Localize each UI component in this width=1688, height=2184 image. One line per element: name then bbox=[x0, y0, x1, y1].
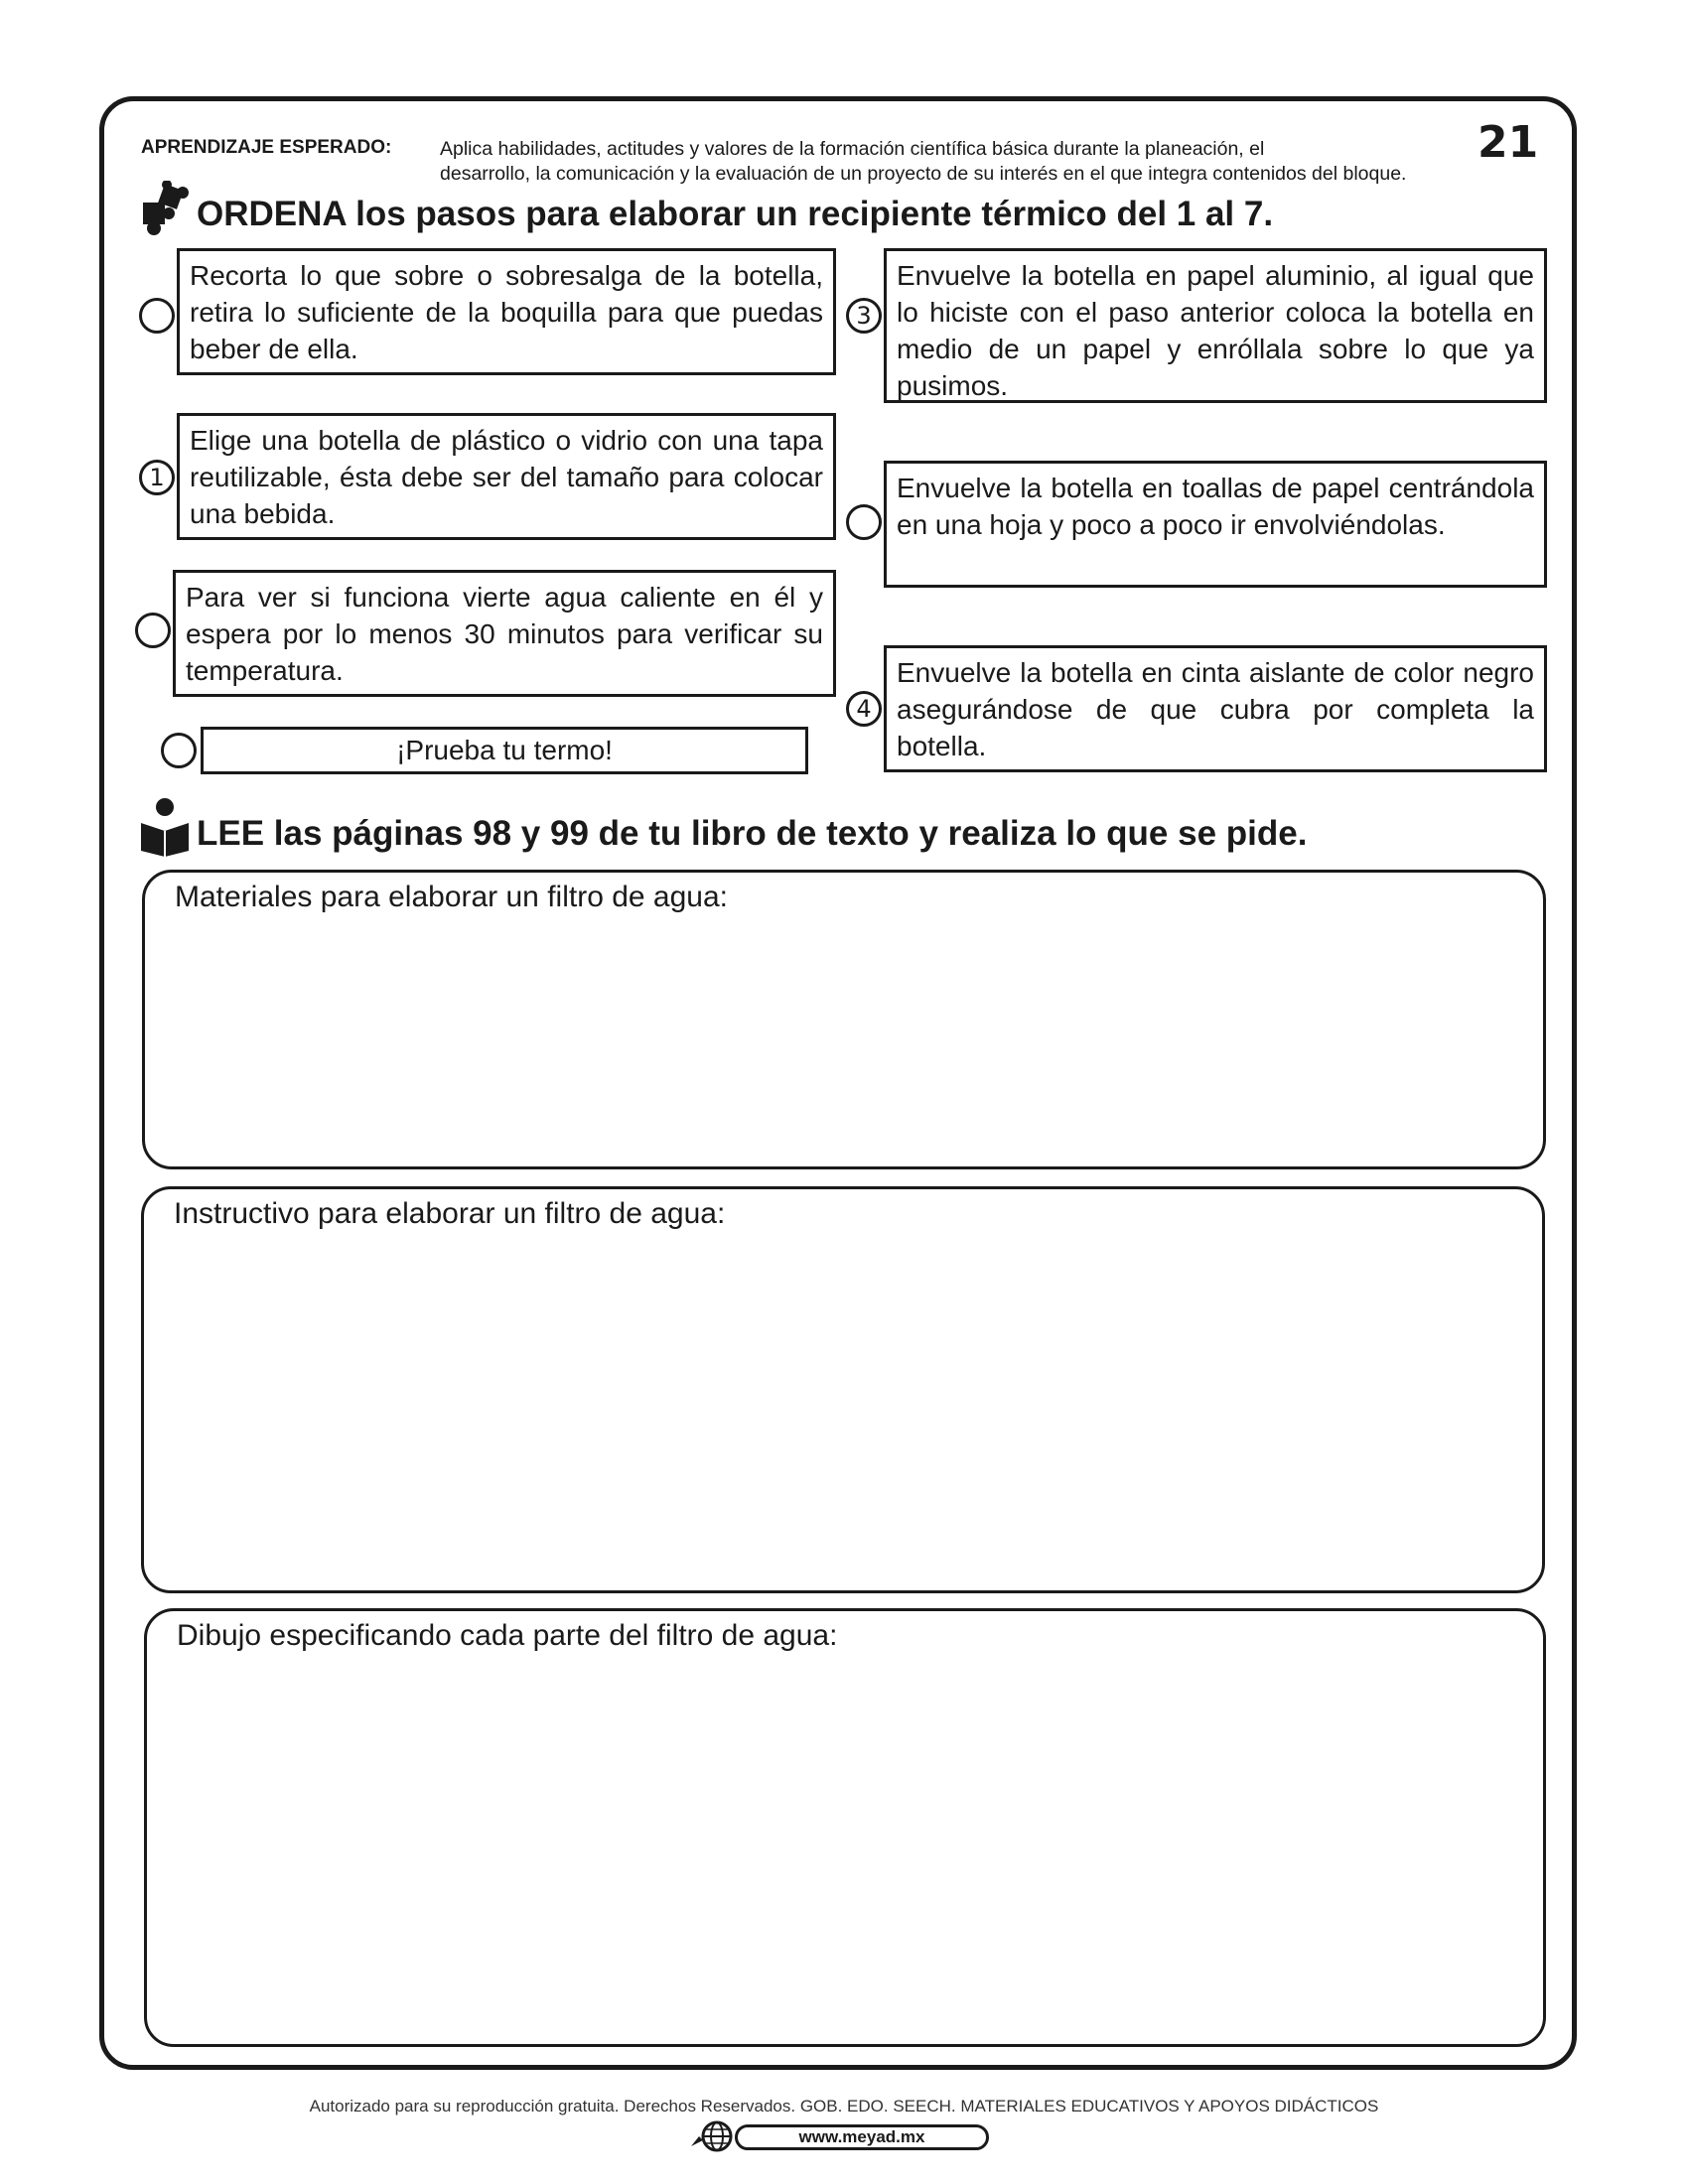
step-order-circle[interactable] bbox=[139, 298, 175, 334]
step-box-test-thermos: ¡Prueba tu termo! bbox=[201, 727, 808, 774]
expected-learning-label: APRENDIZAJE ESPERADO: bbox=[141, 137, 392, 158]
drawing-panel[interactable] bbox=[144, 1608, 1546, 2047]
materials-panel-label: Materiales para elaborar un filtro de agua: bbox=[175, 881, 728, 913]
step-order-circle[interactable]: 3 bbox=[846, 298, 882, 334]
website-link[interactable]: www.meyad.mx bbox=[735, 2124, 989, 2150]
expected-learning-text bbox=[440, 137, 1544, 187]
puzzle-icon bbox=[139, 181, 191, 236]
step-box-choose-bottle: Elige una botella de plástico o vidrio con una tapa reutilizable, ésta debe ser del tamaño para colocar una bebida. bbox=[177, 413, 836, 540]
step-order-circle[interactable] bbox=[846, 504, 882, 540]
expected-learning-line-1: Aplica habilidades, actitudes y valores de la formación científica básica durante la planeación, el bbox=[440, 138, 1265, 160]
section-2-title: LEE las páginas 98 y 99 de tu libro de texto y realiza lo que se pide. bbox=[197, 814, 1308, 853]
instructions-panel-label: Instructivo para elaborar un filtro de agua: bbox=[174, 1197, 726, 1230]
globe-icon bbox=[689, 2118, 737, 2154]
step-order-circle[interactable] bbox=[135, 613, 171, 648]
expected-learning-line-2: desarrollo, la comunicación y la evaluación de un proyecto de su interés en el que integra contenidos del bloque. bbox=[440, 163, 1407, 185]
materials-panel[interactable] bbox=[142, 870, 1546, 1169]
footer-copyright: Autorizado para su reproducción gratuita. Derechos Reservados. GOB. EDO. SEECH. MATERIALES EDUCATIVOS Y APOYOS DIDÁCTICOS bbox=[309, 2097, 1379, 2116]
step-box-test-hot-water: Para ver si funciona vierte agua caliente en él y espera por lo menos 30 minutos para verificar su temperatura. bbox=[173, 570, 836, 697]
page-number: 21 bbox=[1477, 117, 1539, 168]
step-box-paper-towels: Envuelve la botella en toallas de papel centrándola en una hoja y poco a poco ir envolviéndolas. bbox=[884, 461, 1547, 588]
reading-person-icon bbox=[139, 797, 191, 857]
step-order-circle[interactable]: 1 bbox=[139, 460, 175, 495]
step-box-insulating-tape: Envuelve la botella en cinta aislante de color negro asegurándose de que cubra por completa la botella. bbox=[884, 645, 1547, 772]
instructions-panel[interactable] bbox=[141, 1186, 1545, 1593]
step-box-cut-bottle: Recorta lo que sobre o sobresalga de la botella, retira lo suficiente de la boquilla para que puedas beber de ella. bbox=[177, 248, 836, 375]
drawing-panel-label: Dibujo especificando cada parte del filtro de agua: bbox=[177, 1619, 838, 1652]
step-order-circle[interactable] bbox=[161, 733, 197, 768]
section-1-title: ORDENA los pasos para elaborar un recipiente térmico del 1 al 7. bbox=[197, 195, 1274, 233]
step-box-aluminum-foil: Envuelve la botella en papel aluminio, al igual que lo hiciste con el paso anterior coloca la botella en medio de un papel y enróllala sobre lo que ya pusimos. bbox=[884, 248, 1547, 403]
step-order-circle[interactable]: 4 bbox=[846, 691, 882, 727]
